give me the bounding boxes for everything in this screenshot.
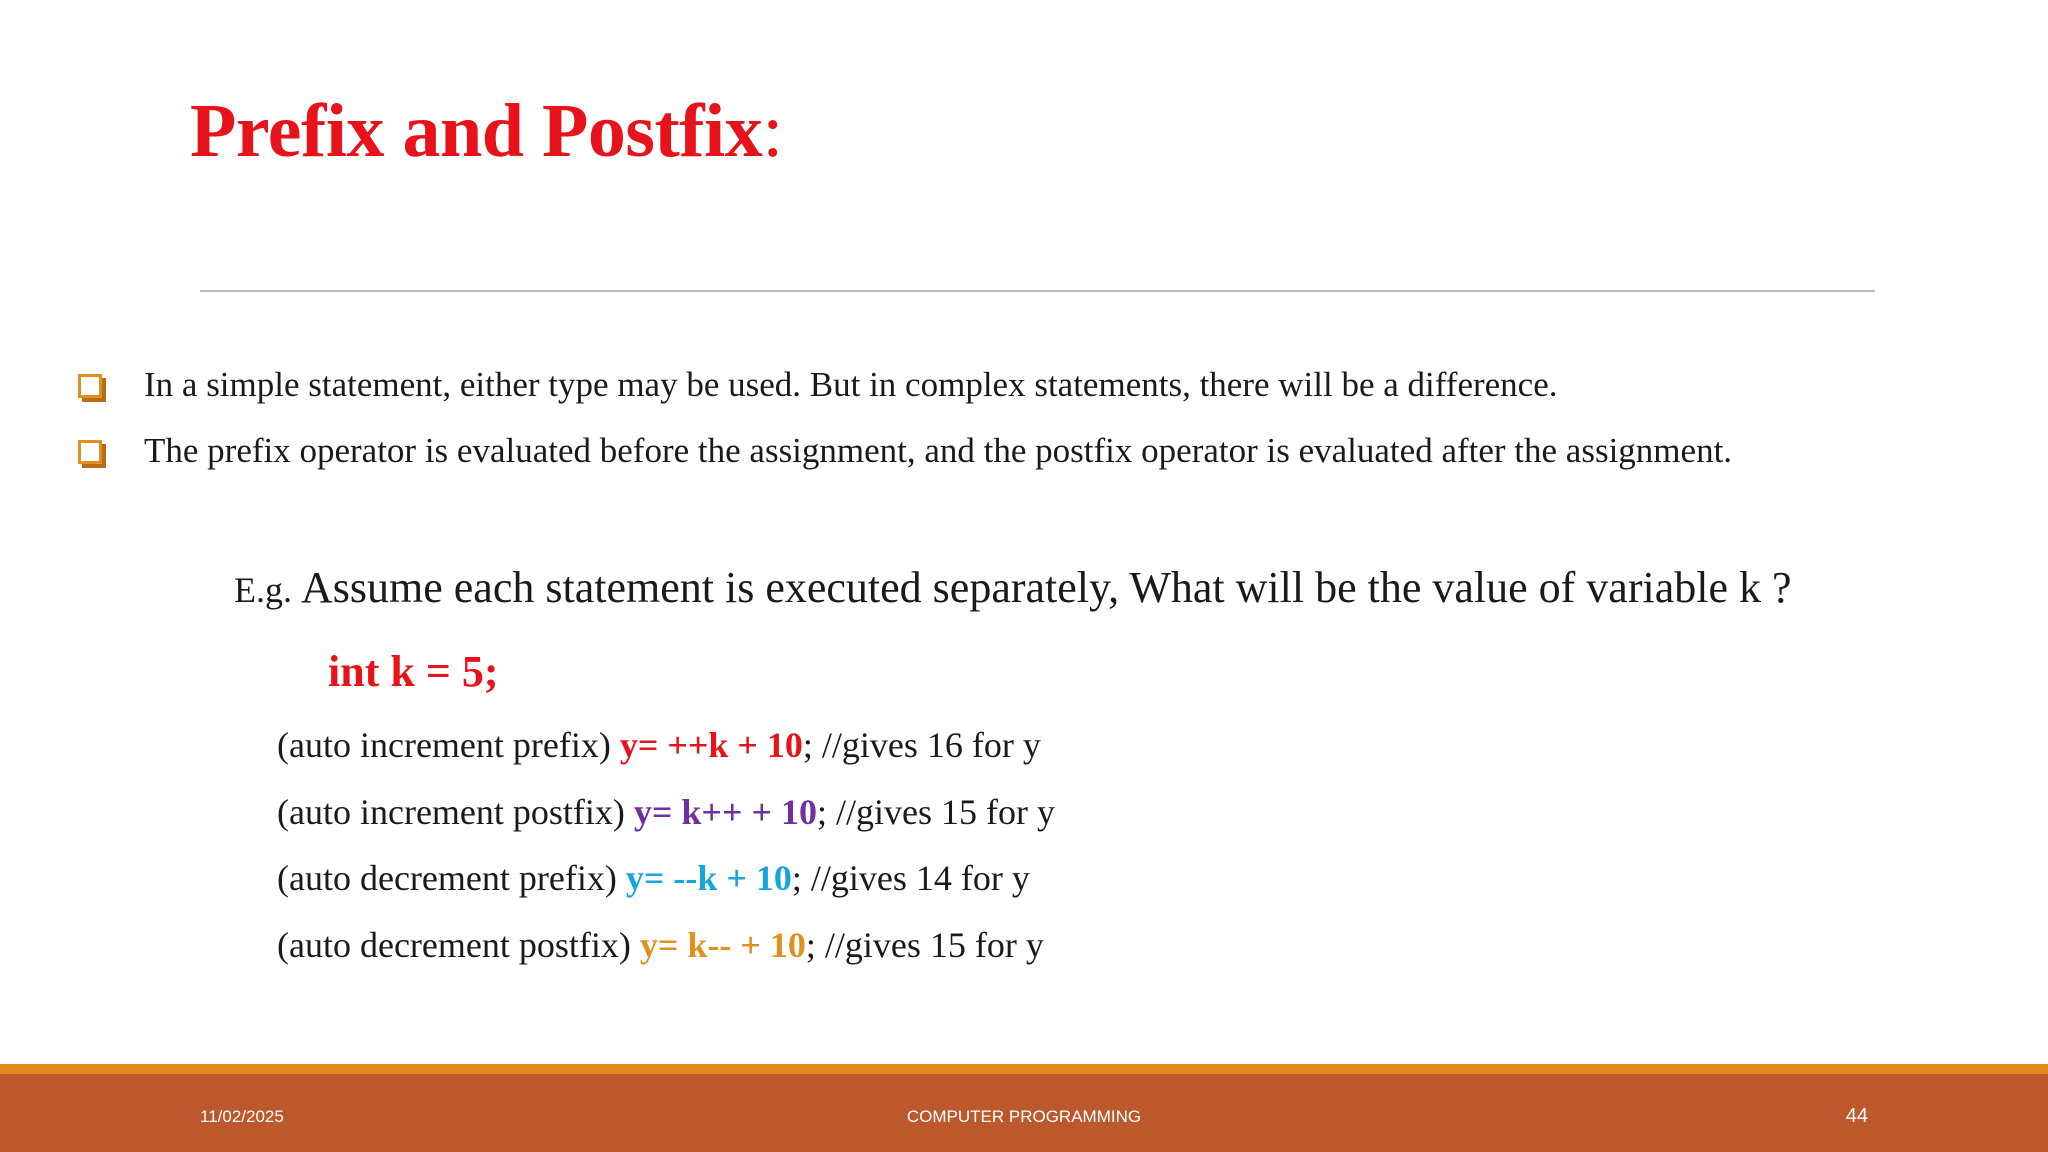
code-snippet: y= k-- + 10 (639, 924, 806, 965)
footer-bar (0, 1074, 2048, 1152)
bullet-text: The prefix operator is evaluated before the assignment, and the postfix operator is evaluated after the assignment. (144, 431, 1733, 470)
checkbox-bullet-icon (78, 440, 102, 464)
example-question-text: Assume each statement is executed separately, What will be the value of variable k ? (301, 563, 1792, 612)
slide-title-text: Prefix and Postfix (190, 89, 763, 173)
slide-number: 44 (1845, 1105, 1868, 1127)
slide-title (190, 88, 783, 175)
footer-date: 11/02/2025 (200, 1107, 284, 1126)
footer-accent-stripe (0, 1064, 2048, 1074)
example-description: (auto decrement prefix) (277, 858, 626, 898)
example-line-decrement-postfix (277, 912, 1055, 979)
example-comment: ; //gives 15 for y (816, 791, 1055, 832)
bullet-list (72, 352, 1988, 484)
checkbox-bullet-icon (78, 374, 102, 398)
bullet-item (72, 352, 1988, 418)
example-question (234, 562, 1792, 613)
bullet-item (72, 418, 1988, 484)
example-comment: ; //gives 15 for y (805, 924, 1044, 965)
code-snippet: y= --k + 10 (625, 858, 792, 898)
bullet-text: In a simple statement, either type may be used. But in complex statements, there will be a difference. (144, 365, 1558, 404)
example-line-increment-prefix (277, 712, 1055, 779)
title-divider (200, 290, 1875, 292)
example-comment: ; //gives 14 for y (791, 858, 1030, 898)
example-line-increment-postfix (277, 779, 1055, 846)
footer-course-title: COMPUTER PROGRAMMING (906, 1107, 1142, 1126)
example-comment: ; //gives 16 for y (802, 725, 1041, 765)
example-description: (auto increment prefix) (277, 725, 620, 765)
slide-title-colon: : (762, 89, 783, 173)
example-line-decrement-prefix (277, 845, 1055, 912)
code-declaration: int k = 5; (328, 647, 499, 696)
example-lines (277, 712, 1055, 978)
code-snippet: y= k++ + 10 (633, 791, 817, 832)
example-description: (auto decrement postfix) (277, 924, 640, 965)
code-snippet: y= ++k + 10 (619, 725, 803, 765)
example-label: E.g. (234, 570, 301, 610)
example-description: (auto increment postfix) (277, 791, 634, 832)
